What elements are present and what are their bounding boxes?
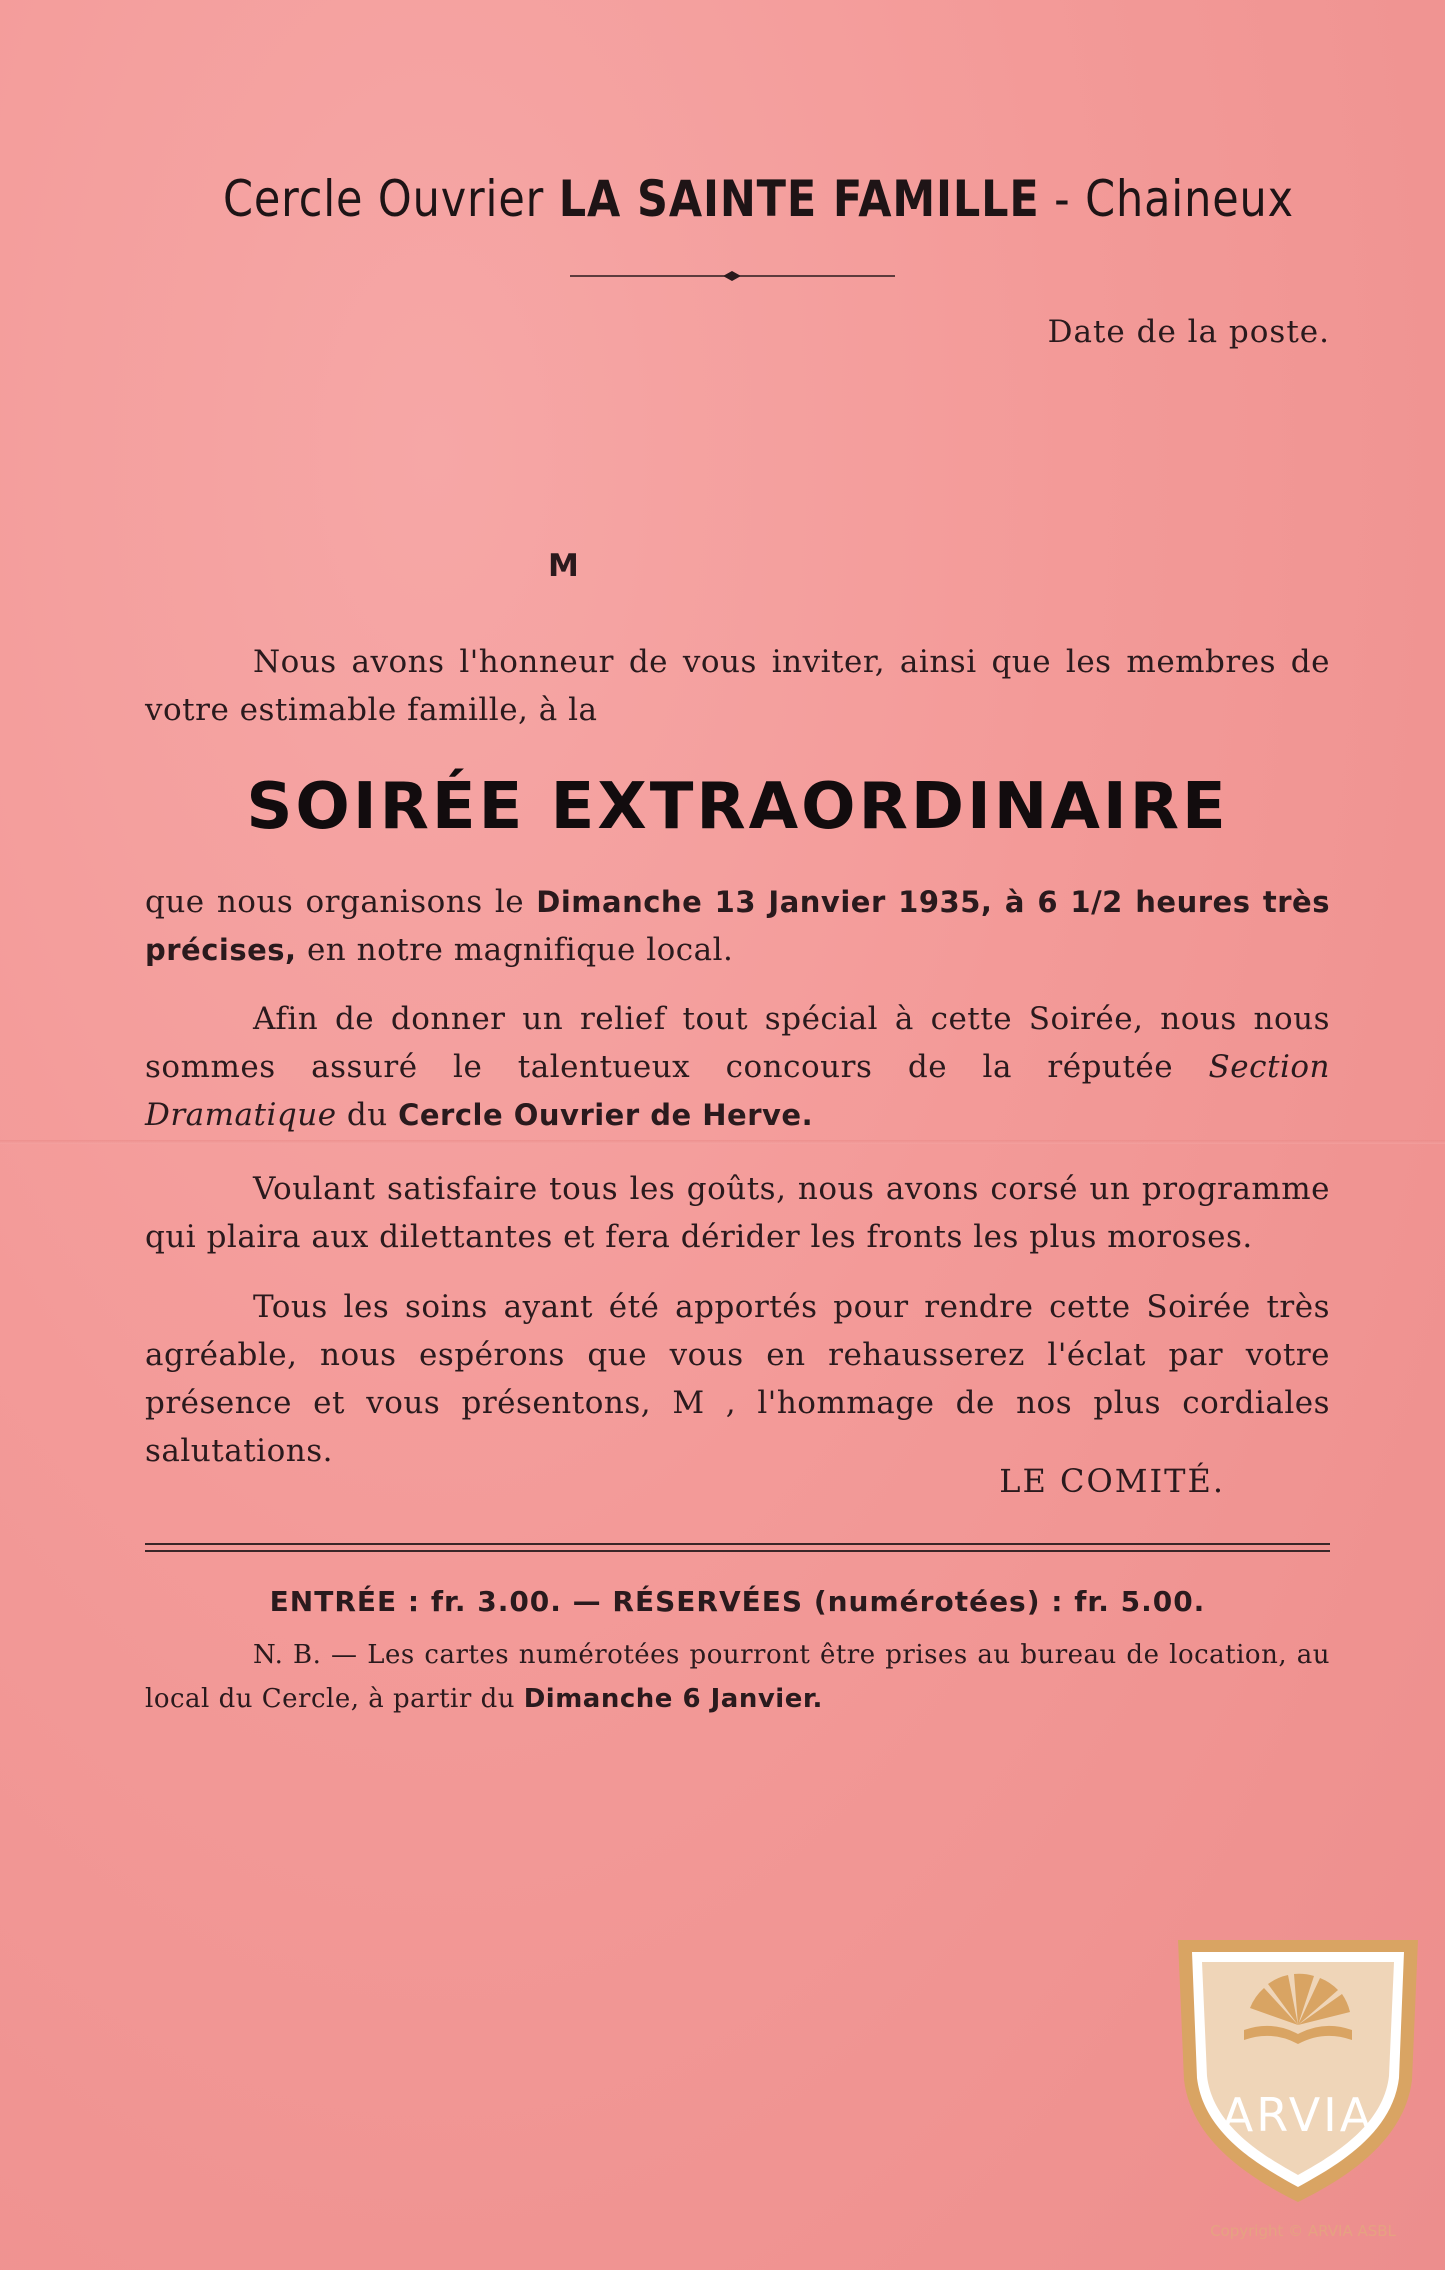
copyright-text: Copyright © ARVIA ASBL [1210,2222,1396,2240]
para3-text: Voulant satisfaire tous les goûts, nous avons corsé un programme qui plaira aux dilettantes et fera dérider les fronts les plus moroses. [145,1171,1330,1255]
para1-c: en notre magnifique local. [306,932,734,968]
nb-note [145,1633,1330,1721]
para2-cercle: Cercle Ouvrier de Herve. [398,1098,814,1132]
seal-text: ARVIA [1221,2088,1375,2142]
date-line: Date de la poste. [1047,314,1330,350]
intro-text: Nous avons l'honneur de vous inviter, ainsi que les membres de votre estimable famille, à la [145,644,1330,728]
paragraph-2 [145,995,1330,1139]
para2-section: Section Dramatique [145,1049,1330,1133]
arvia-seal-icon [1168,1930,1428,2210]
paragraph-3 [145,1165,1330,1261]
price-reservees: : fr. 5.00. [1051,1585,1206,1618]
page-header [222,170,1294,228]
para1-date: Dimanche 13 Janvier 1935, à 6 1/2 heures très précises, [145,885,1330,967]
divider-ornament-icon [570,271,895,281]
para4-text: Tous les soins ayant été apportés pour rendre cette Soirée très agréable, nous espérons que vous en rehausserez l'éclat par votre présence et vous présentons, M , l'hommage de nos plus cordiales salutations. [145,1289,1330,1469]
price-entree: ENTRÉE : fr. 3.00. — RÉSERVÉES [269,1585,804,1618]
paragraph-4 [145,1283,1330,1475]
para2-a: Afin de donner un relief tout spécial à cette Soirée, nous nous sommes assuré le talentueux concours de la réputée [145,1001,1330,1085]
nb-text: N. B. — Les cartes numérotées pourront être prises au bureau de location, au local du Cercle, à partir du [145,1640,1330,1714]
event-title: SOIRÉE EXTRAORDINAIRE [246,770,1229,844]
header-part-1: Cercle Ouvrier [222,170,545,228]
prices-line [145,1585,1330,1618]
para1-a: que nous organisons le [145,884,525,920]
price-numerotees: (numérotées) [813,1585,1041,1618]
paper-fold [0,1140,1445,1144]
para2-c: du [346,1097,388,1133]
double-rule [145,1543,1330,1552]
nb-date: Dimanche 6 Janvier. [523,1684,823,1714]
header-part-3: - Chaineux [1054,170,1294,228]
intro-paragraph [145,638,1330,734]
salutation: M [548,548,579,584]
paragraph-1 [145,878,1330,974]
signature: LE COMITÉ. [999,1462,1225,1500]
header-part-2: LA SAINTE FAMILLE [558,170,1040,228]
